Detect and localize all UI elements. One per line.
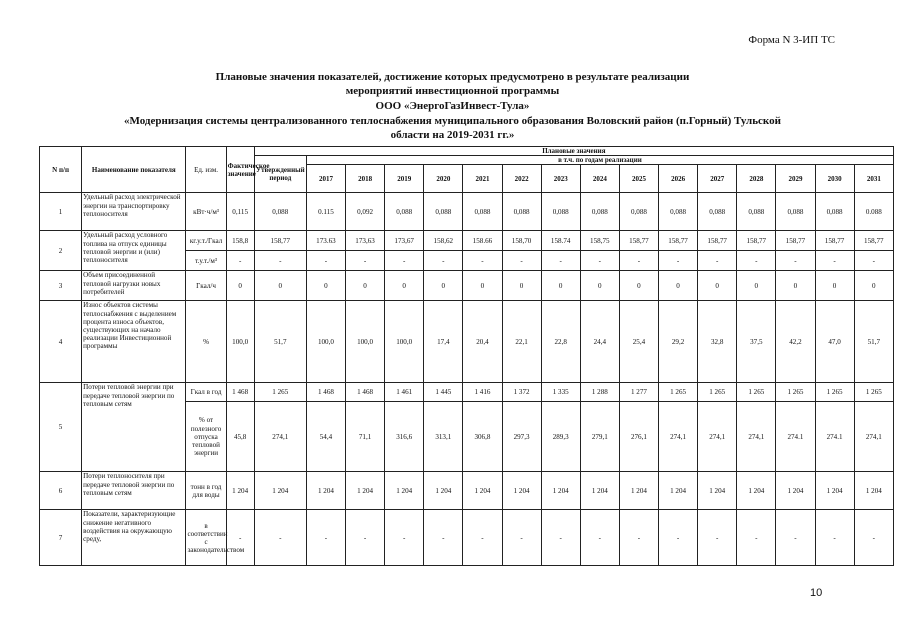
year-value: 1 204 — [541, 472, 580, 510]
year-value: 297,3 — [502, 402, 541, 472]
year-value: 0,088 — [776, 193, 815, 231]
unit-cell: т.у.т./м³ — [186, 251, 226, 271]
year-value: 24,4 — [580, 301, 619, 383]
year-value: 1 204 — [737, 472, 776, 510]
fact-value: 0 — [226, 271, 254, 301]
row-number: 1 — [40, 193, 82, 231]
year-value: 0.088 — [854, 193, 893, 231]
year-value: 158.74 — [541, 231, 580, 251]
year-value: 0,088 — [424, 193, 463, 231]
unit-cell: кВт·ч/м³ — [186, 193, 226, 231]
header-year: 2027 — [698, 165, 737, 193]
unit-cell: кг.у.т./Гкал — [186, 231, 226, 251]
title-line-1: Плановые значения показателей, достижение которых предусмотрено в результате реализации — [215, 71, 690, 83]
year-value: 274.1 — [776, 402, 815, 472]
year-value: - — [346, 510, 385, 566]
fact-value: - — [226, 510, 254, 566]
year-value: - — [580, 510, 619, 566]
year-value: - — [463, 510, 502, 566]
year-value: 158.66 — [463, 231, 502, 251]
unit-cell: Гкал в год — [186, 383, 226, 402]
fact-value: 1 468 — [226, 383, 254, 402]
year-value: - — [463, 251, 502, 271]
header-year: 2029 — [776, 165, 815, 193]
fact-value: 1 204 — [226, 472, 254, 510]
header-unit: Ед. изм. — [186, 147, 226, 193]
year-value: 1 265 — [737, 383, 776, 402]
table-body — [40, 193, 894, 566]
year-value: 316,6 — [385, 402, 424, 472]
year-value: 1 204 — [815, 472, 854, 510]
table-row — [40, 383, 894, 402]
year-value: - — [854, 251, 893, 271]
year-value: 0,088 — [815, 193, 854, 231]
year-value: 1 468 — [346, 383, 385, 402]
indicator-name: Удельный расход электрической энергии на транспортировку теплоносителя — [82, 193, 186, 231]
year-value: 0 — [659, 271, 698, 301]
year-value: 0,088 — [385, 193, 424, 231]
year-value: - — [737, 251, 776, 271]
year-value: 51,7 — [854, 301, 893, 383]
year-value: - — [502, 251, 541, 271]
header-fact: Фактическое значение — [226, 147, 254, 193]
indicator-name: Удельный расход условного топлива на отпуск единицы тепловой энергии и (или) теплоносителя — [82, 231, 186, 271]
year-value: 54,4 — [306, 402, 345, 472]
approved-value: 274,1 — [254, 402, 306, 472]
year-value: 1 265 — [659, 383, 698, 402]
approved-value: 0 — [254, 271, 306, 301]
table-row — [40, 271, 894, 301]
year-value: 274,1 — [659, 402, 698, 472]
header-year: 2028 — [737, 165, 776, 193]
year-value: - — [659, 251, 698, 271]
year-value: 0,088 — [463, 193, 502, 231]
indicator-name: Износ объектов системы теплоснабжения с выделением процента износа объектов, существующих на начало реализации Инвестиционной программы — [82, 301, 186, 383]
year-value: - — [737, 510, 776, 566]
year-value: 158,77 — [698, 231, 737, 251]
year-value: - — [815, 510, 854, 566]
year-value: 0 — [698, 271, 737, 301]
row-number: 6 — [40, 472, 82, 510]
table-row — [40, 193, 894, 231]
indicator-name: Потери теплоносителя при передаче тепловой энергии по тепловым сетям — [82, 472, 186, 510]
year-value: 0.115 — [306, 193, 345, 231]
year-value: - — [306, 251, 345, 271]
header-year: 2023 — [541, 165, 580, 193]
unit-cell: % от полезного отпуска тепловой энергии — [186, 402, 226, 472]
year-value: 0 — [424, 271, 463, 301]
header-year: 2030 — [815, 165, 854, 193]
row-number: 5 — [40, 383, 82, 472]
year-value: 0 — [619, 271, 658, 301]
year-value: 158,77 — [815, 231, 854, 251]
year-value: 1 204 — [659, 472, 698, 510]
year-value: 32,8 — [698, 301, 737, 383]
year-value: 0 — [385, 271, 424, 301]
year-value: 1 204 — [385, 472, 424, 510]
year-value: - — [424, 251, 463, 271]
header-year: 2025 — [619, 165, 658, 193]
year-value: 0 — [346, 271, 385, 301]
year-value: 100,0 — [346, 301, 385, 383]
approved-value: 0,088 — [254, 193, 306, 231]
year-value: 1 461 — [385, 383, 424, 402]
year-value: 0 — [502, 271, 541, 301]
approved-value: - — [254, 251, 306, 271]
unit-cell: % — [186, 301, 226, 383]
year-value: - — [580, 251, 619, 271]
header-name: Наименование показателя — [82, 147, 186, 193]
year-value: 158,62 — [424, 231, 463, 251]
year-value: 0,088 — [502, 193, 541, 231]
year-value: 1 204 — [698, 472, 737, 510]
year-value: - — [659, 510, 698, 566]
year-value: 158,77 — [737, 231, 776, 251]
year-value: 0,092 — [346, 193, 385, 231]
year-value: 1 288 — [580, 383, 619, 402]
year-value: 0 — [776, 271, 815, 301]
year-value: - — [698, 251, 737, 271]
unit-cell: тонн в год для воды — [186, 472, 226, 510]
year-value: 42,2 — [776, 301, 815, 383]
year-value: 158,77 — [776, 231, 815, 251]
year-value: - — [619, 251, 658, 271]
year-value: 1 468 — [306, 383, 345, 402]
year-value: 1 265 — [854, 383, 893, 402]
table-row — [40, 231, 894, 251]
year-value: 0 — [580, 271, 619, 301]
year-value: 0,088 — [659, 193, 698, 231]
year-value: 1 416 — [463, 383, 502, 402]
indicators-table — [39, 146, 894, 566]
header-by-years: в т.ч. по годам реализации — [306, 156, 893, 165]
year-value: 313,1 — [424, 402, 463, 472]
year-value: 158,77 — [619, 231, 658, 251]
header-year: 2022 — [502, 165, 541, 193]
year-value: 0,088 — [737, 193, 776, 231]
year-value: - — [619, 510, 658, 566]
year-value: 274,1 — [737, 402, 776, 472]
year-value: 158,77 — [659, 231, 698, 251]
year-value: 100,0 — [306, 301, 345, 383]
unit-cell: Гкал/ч — [186, 271, 226, 301]
header-year: 2019 — [385, 165, 424, 193]
approved-value: 158,77 — [254, 231, 306, 251]
header-year: 2018 — [346, 165, 385, 193]
year-value: 29,2 — [659, 301, 698, 383]
year-value: 1 204 — [502, 472, 541, 510]
row-number: 3 — [40, 271, 82, 301]
year-value: - — [346, 251, 385, 271]
year-value: 22,8 — [541, 301, 580, 383]
title-line-4: «Модернизация системы централизованного теплоснабжения муниципального образования Воловский район (п.Горный) Тульской — [124, 115, 781, 127]
approved-value: - — [254, 510, 306, 566]
indicator-name: Объем присоединенной тепловой нагрузки новых потребителей — [82, 271, 186, 301]
year-value: 1 204 — [463, 472, 502, 510]
year-value: 0,088 — [619, 193, 658, 231]
year-value: - — [776, 510, 815, 566]
header-year: 2021 — [463, 165, 502, 193]
year-value: - — [385, 510, 424, 566]
year-value: 0,088 — [698, 193, 737, 231]
row-number: 7 — [40, 510, 82, 566]
header-year: 2024 — [580, 165, 619, 193]
year-value: - — [385, 251, 424, 271]
year-value: 173.63 — [306, 231, 345, 251]
year-value: 158,70 — [502, 231, 541, 251]
year-value: 1 372 — [502, 383, 541, 402]
year-value: 173,63 — [346, 231, 385, 251]
year-value: 274,1 — [698, 402, 737, 472]
year-value: 1 204 — [580, 472, 619, 510]
year-value: 0,088 — [541, 193, 580, 231]
fact-value: 158,8 — [226, 231, 254, 251]
year-value: - — [698, 510, 737, 566]
year-value: 289,3 — [541, 402, 580, 472]
year-value: - — [541, 510, 580, 566]
year-value: 0 — [854, 271, 893, 301]
header-year: 2020 — [424, 165, 463, 193]
year-value: 37,5 — [737, 301, 776, 383]
approved-value: 1 204 — [254, 472, 306, 510]
year-value: 20,4 — [463, 301, 502, 383]
year-value: - — [541, 251, 580, 271]
year-value: - — [776, 251, 815, 271]
title-line-2: мероприятий инвестиционной программы — [345, 85, 560, 97]
year-value: 1 265 — [698, 383, 737, 402]
title-line-3: ООО «ЭнергоГазИнвест-Тула» — [375, 100, 530, 112]
year-value: 279,1 — [580, 402, 619, 472]
year-value: 1 204 — [776, 472, 815, 510]
year-value: 1 265 — [776, 383, 815, 402]
header-num: N п/п — [40, 147, 82, 193]
header-year: 2026 — [659, 165, 698, 193]
fact-value: - — [226, 251, 254, 271]
year-value: 0 — [541, 271, 580, 301]
row-number: 4 — [40, 301, 82, 383]
year-value: - — [815, 251, 854, 271]
title-line-5: области на 2019-2031 гг.» — [390, 129, 515, 141]
year-value: 1 204 — [619, 472, 658, 510]
table-row — [40, 510, 894, 566]
approved-value: 1 265 — [254, 383, 306, 402]
year-value: - — [424, 510, 463, 566]
year-value: 158,77 — [854, 231, 893, 251]
year-value: 158,75 — [580, 231, 619, 251]
year-value: - — [502, 510, 541, 566]
year-value: 71,1 — [346, 402, 385, 472]
year-value: 1 204 — [346, 472, 385, 510]
year-value: 100,0 — [385, 301, 424, 383]
year-value: 306,8 — [463, 402, 502, 472]
header-approved: Утвержденный период — [254, 156, 306, 193]
year-value: - — [854, 510, 893, 566]
year-value: 0 — [306, 271, 345, 301]
header-year: 2031 — [854, 165, 893, 193]
table-row — [40, 472, 894, 510]
year-value: 1 204 — [306, 472, 345, 510]
year-value: 0 — [737, 271, 776, 301]
year-value: 0 — [463, 271, 502, 301]
header-year: 2017 — [306, 165, 345, 193]
year-value: - — [306, 510, 345, 566]
year-value: 274.1 — [815, 402, 854, 472]
year-value: 1 335 — [541, 383, 580, 402]
year-value: 1 265 — [815, 383, 854, 402]
form-label: Форма N 3-ИП ТС — [748, 34, 835, 46]
year-value: 274,1 — [854, 402, 893, 472]
year-value: 0 — [815, 271, 854, 301]
approved-value: 51,7 — [254, 301, 306, 383]
unit-cell: в соответствии с законодательством — [186, 510, 226, 566]
year-value: 0,088 — [580, 193, 619, 231]
year-value: 1 277 — [619, 383, 658, 402]
table-row — [40, 301, 894, 383]
year-value: 1 204 — [854, 472, 893, 510]
year-value: 276,1 — [619, 402, 658, 472]
year-value: 1 204 — [424, 472, 463, 510]
year-value: 173,67 — [385, 231, 424, 251]
indicator-name: Потери тепловой энергии при передаче тепловой энергии по тепловым сетям — [82, 383, 186, 472]
year-value: 1 445 — [424, 383, 463, 402]
fact-value: 45,8 — [226, 402, 254, 472]
page-number: 10 — [810, 587, 823, 599]
row-number: 2 — [40, 231, 82, 271]
header-planned: Плановые значения — [254, 147, 893, 156]
indicator-name: Показатели, характеризующие снижение негативного воздействия на окружающую среду, — [82, 510, 186, 566]
year-value: 17,4 — [424, 301, 463, 383]
year-value: 25,4 — [619, 301, 658, 383]
year-value: 22,1 — [502, 301, 541, 383]
year-value: 47,0 — [815, 301, 854, 383]
fact-value: 0,115 — [226, 193, 254, 231]
fact-value: 100,0 — [226, 301, 254, 383]
